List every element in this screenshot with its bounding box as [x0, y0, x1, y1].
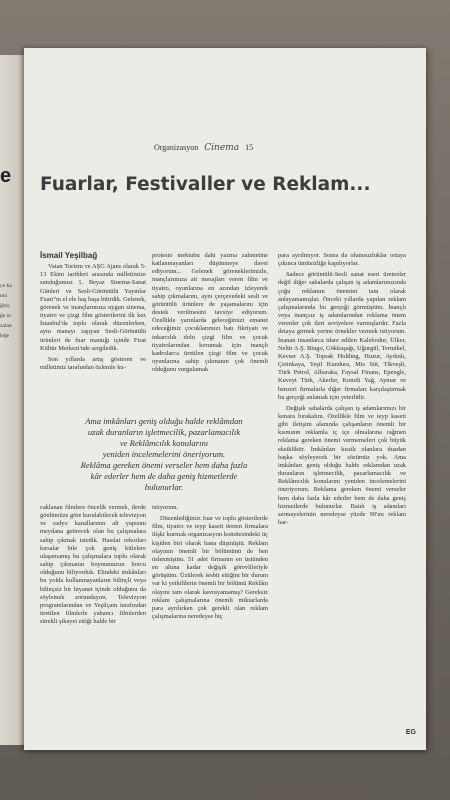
- author-name: İsmail Yeşilbağ: [40, 251, 98, 260]
- paragraph: para ayrılmıyor. Sonra da olumsuzluklar ortaya çıkınca ümitsizliğe kapılıyorlar.: [278, 252, 406, 268]
- paragraph: protesto mektubu dahi yazma zahmetine katlanmayanları düşünmeye davet ediyorum... Gelenek göreneklerimizle, inançlarımıza ait mesajları veren film ve tiyatro, oyunlarına en azından izleyerek sahip çıkmalarını, aynı çerçevedeki sesli ve görüntülü ürünlere de yaşamalarını için destek verilmesini tavsiye ediyorum. Özellikle yarınlarda geleceğimizi emanet edeceğimiz çocuklarımızı batı fikriyatı ve inkarcılık dolu çizgi film ve çocuk tiyatrolarından korumak için inançlı kadrolarca üretilen çizgi film ve çocuk oyunlarına sahip çıkmanın çok önemli olduğunu vurgulamak: [152, 252, 268, 374]
- pull-quote-line: bulunurlar.: [144, 482, 184, 492]
- prev-page-letter: e: [0, 165, 12, 187]
- paragraph: Son yıllarda artış gösteren ve milletimiz tarafından özlemle ku-: [40, 355, 146, 372]
- pull-quote: [54, 416, 274, 493]
- prev-page-text: ğe in: [0, 313, 11, 319]
- magazine-page: [24, 48, 426, 750]
- paragraph: Sadece görüntülü-Sesli sanat eseri üretenler değil diğer sahalarda çalışan iş adamlarımızında çoğu reklamın önemini tam olarak anlayamamışlar. Önceki yıllarda yapılan reklam çalışmalarında bu gerçeği görmüştüm. İnançlı veya inançsız iş adamlarından reklama önem verenler çok ileri seviyelere varmışlardır. Fazla detaya girmek yerine örnekler vermek istiyorum. İnanan insanlarca idare edilen Kalebodur, Ülker, Nehir A.Ş. Bingo, Gökkuşağı, Uğurgül, Termikel, Kevser A.Ş. Toprak Holding, Huzur, Aydınlı, Çetinkaya, Yeşil Kundura, Mis Süt, Tikveşli, Türk Petrol, Albaraka, Faysal Finans, Epengle, Kuveyt Türk, Akerler, Komili Yağ, Aymar ve benzeri firmalarla diğer firmaları karşılaştırmak bu gerçeği anlamak için yeterlidir.: [278, 271, 406, 401]
- column-2-top: [152, 252, 268, 374]
- column-1-bottom: [40, 504, 146, 626]
- column-1-top: [40, 252, 146, 372]
- page-header: [154, 143, 253, 153]
- prev-page-text: leğe: [0, 333, 10, 339]
- pull-quote-line: uzak duranların işletmecilik, pazarlamacılık: [87, 427, 241, 437]
- pull-quote-line: Reklâma gereken önemi verseler hem daha fazla: [80, 460, 248, 470]
- previous-page-edge: [0, 55, 26, 745]
- page-end-mark: EG: [405, 729, 416, 736]
- pull-quote-line: Ama imkânları geniş olduğu halde reklâmdan: [85, 416, 243, 426]
- paragraph: Vatan Turizm ve AŞG Ajans olarak 5-13 Ekim tarihleri arasında milletimize sunduğumuz 1. Beyaz Sinema-Sanat Günleri ve Sesli-Görüntülü Yayınlar Fuarı"nı el ele baş başa bitirdik. Gelenek, görenek ve inançlarımıza uygun sinema, tiyatro ve çizgi film gösterilerini ilk kez İstanbul'da toplu olarak düzenlerken, aynı manayı taşıyan Sesli-Görüntülü ürünleri de fuar mantığı içinde Fırat Kültür Merkezi'nde sergiledik.: [40, 263, 146, 352]
- prev-page-text: zalan: [0, 323, 12, 329]
- paragraph: istiyorum.: [152, 504, 179, 511]
- pull-quote-line: kâr ederler hem de daha geniş hizmetlerde: [90, 471, 238, 481]
- pull-quote-line: ve Reklâmcılık konularını: [119, 438, 209, 448]
- pull-quote-line: yeniden incelemelerini öneriyorum.: [102, 449, 226, 459]
- prev-page-text: ye ka: [0, 283, 12, 289]
- paragraph: caklanan filmlere öncelik vermek, ilerde gönlümüze göre kurulabilecek televizyon ve radyo kanallarının alt yapısını meydana getirecek olan bu çalışmalara sahip çıkmak istedik. Hasılat rekorları kırsalar bile çok geniş kitlelere ulaşamamış bu çalışmalara toplu olarak sahip çıkmanın boynumuzun borcu olduğunu biliyorduk. Elindeki imkânları bu yolda kullanmayanların bilinçli veya bilinçsiz bir hiyanet içinde olduğunu da söylemek zorundayım. Televizyon programlarından ve Yeşilçam tarafından üretilen filmlerle yabancı filmlerden sürekli şikayet ettiği halde bir: [40, 504, 146, 626]
- section-name: Organizasyon: [154, 143, 199, 152]
- page-number: 15: [245, 143, 254, 152]
- magazine-logo: Cinema: [204, 143, 240, 153]
- paragraph: Düzenlediğimiz fuar ve toplu gösterilerde film, tiyatro ve teyp kaseti üreten firmalara ilişki kurmak organizasyon komitesindeki üç kişiden biri olarak bana düşmüştü. Reklam olayının önemli bir bölümünü de ben üslenmiştim. 51 adet firmanın en üstünden en altına kadar değişik görevlileriyle görüştüm. Üzülerek tesbit ettiğim bir durum var ki yetkililerin önemli bir bölümü Reklâm olayını tam olarak kavrayamamış? Gereksiz reklam çalışmalarına önemli miktarlarda para ayrılırken çok gerekli olan reklam çalışmalarına neredeyse hiç: [152, 515, 268, 621]
- article-title: Fuarlar, Festivaller ve Reklam...: [40, 174, 371, 195]
- column-2-bottom: [152, 504, 268, 621]
- column-3: [278, 252, 406, 527]
- paragraph: Değişik sahalarda çalışan iş adamlarımızı bir kenara bırakalım. Özellikle film ve teyp kaseti gibi iletişim alanında çalışanların önemli bir kısmının reklamla iç içe olmalarına rağmen reklama gereken önemi vermemeleri çok büyük eksikliktir. İmkânları kısıtlı olanlara duadan başka söyleyecek bir sözümüz yok. Ama imkânları geniş olduğu halde reklamdan uzak duranların işletmecilik, pazarlamacılık ve Reklâmcılık konularını yeniden incelemelerini öneriyorum. Reklama gereken önemi verseler hem daha fazla kâr ederler hem de daha geniş hizmetlerde bulunurlar. Batılı iş adamları sermayelerinin neredeyse yüzde 90'ını reklam har-: [278, 404, 406, 526]
- prev-page-text: ntu: [0, 293, 8, 299]
- prev-page-text: ğitir,: [0, 303, 11, 309]
